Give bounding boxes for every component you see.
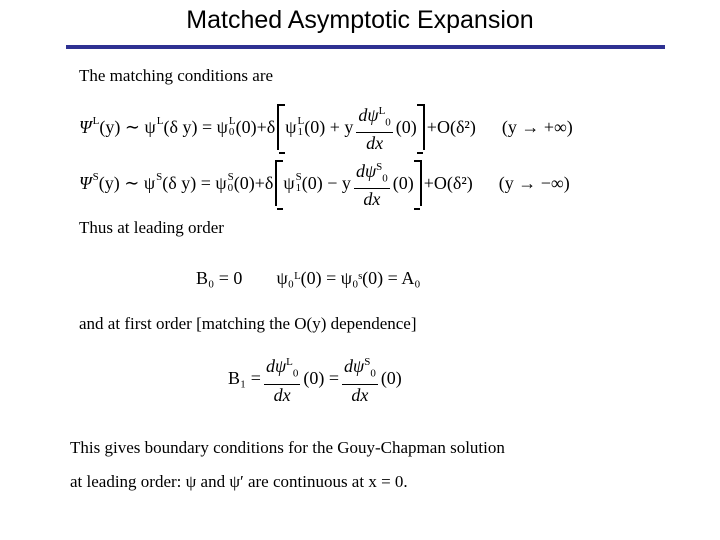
continuity-text: at leading order: ψ and ψ′ are continuous at x = 0. bbox=[70, 472, 408, 491]
title-divider bbox=[66, 45, 665, 49]
slide-title: Matched Asymptotic Expansion bbox=[186, 6, 534, 34]
first-order-text: and at first order [matching the O(y) dependence] bbox=[79, 314, 417, 333]
first-order-equation: B₁ = $\frac{d\psi^L_0}{dx}$ (0) = $\frac{d\psi^S_0}{dx}$ (0) bbox=[228, 352, 402, 405]
leading-order-text: Thus at leading order bbox=[79, 218, 224, 237]
boundary-conditions-text: This gives boundary conditions for the Gouy-Chapman solution bbox=[70, 438, 505, 457]
matching-conditions-text: The matching conditions are bbox=[79, 66, 274, 85]
matching-equation-outer: Ψ L (y) ∼ ψ L (δ y) = ψ L 0 (0)+δ ψ L 1 (0) + y $\frac{d\psi^L_0}{dx}$ (0) +O(δ²) (y → +∞) bbox=[79, 104, 573, 150]
leading-order-equation: B₀ = 0 ψ₀ᴸ(0) = ψ₀ˢ(0) = A₀ bbox=[196, 268, 421, 288]
matching-equation-inner: Ψ S (y) ∼ ψ S (δ y) = ψ S 0 (0)+δ ψ S 1 (0) − y $\frac{d\psi^S_0}{dx}$ (0) +O(δ²) (y → −∞) bbox=[79, 160, 570, 206]
